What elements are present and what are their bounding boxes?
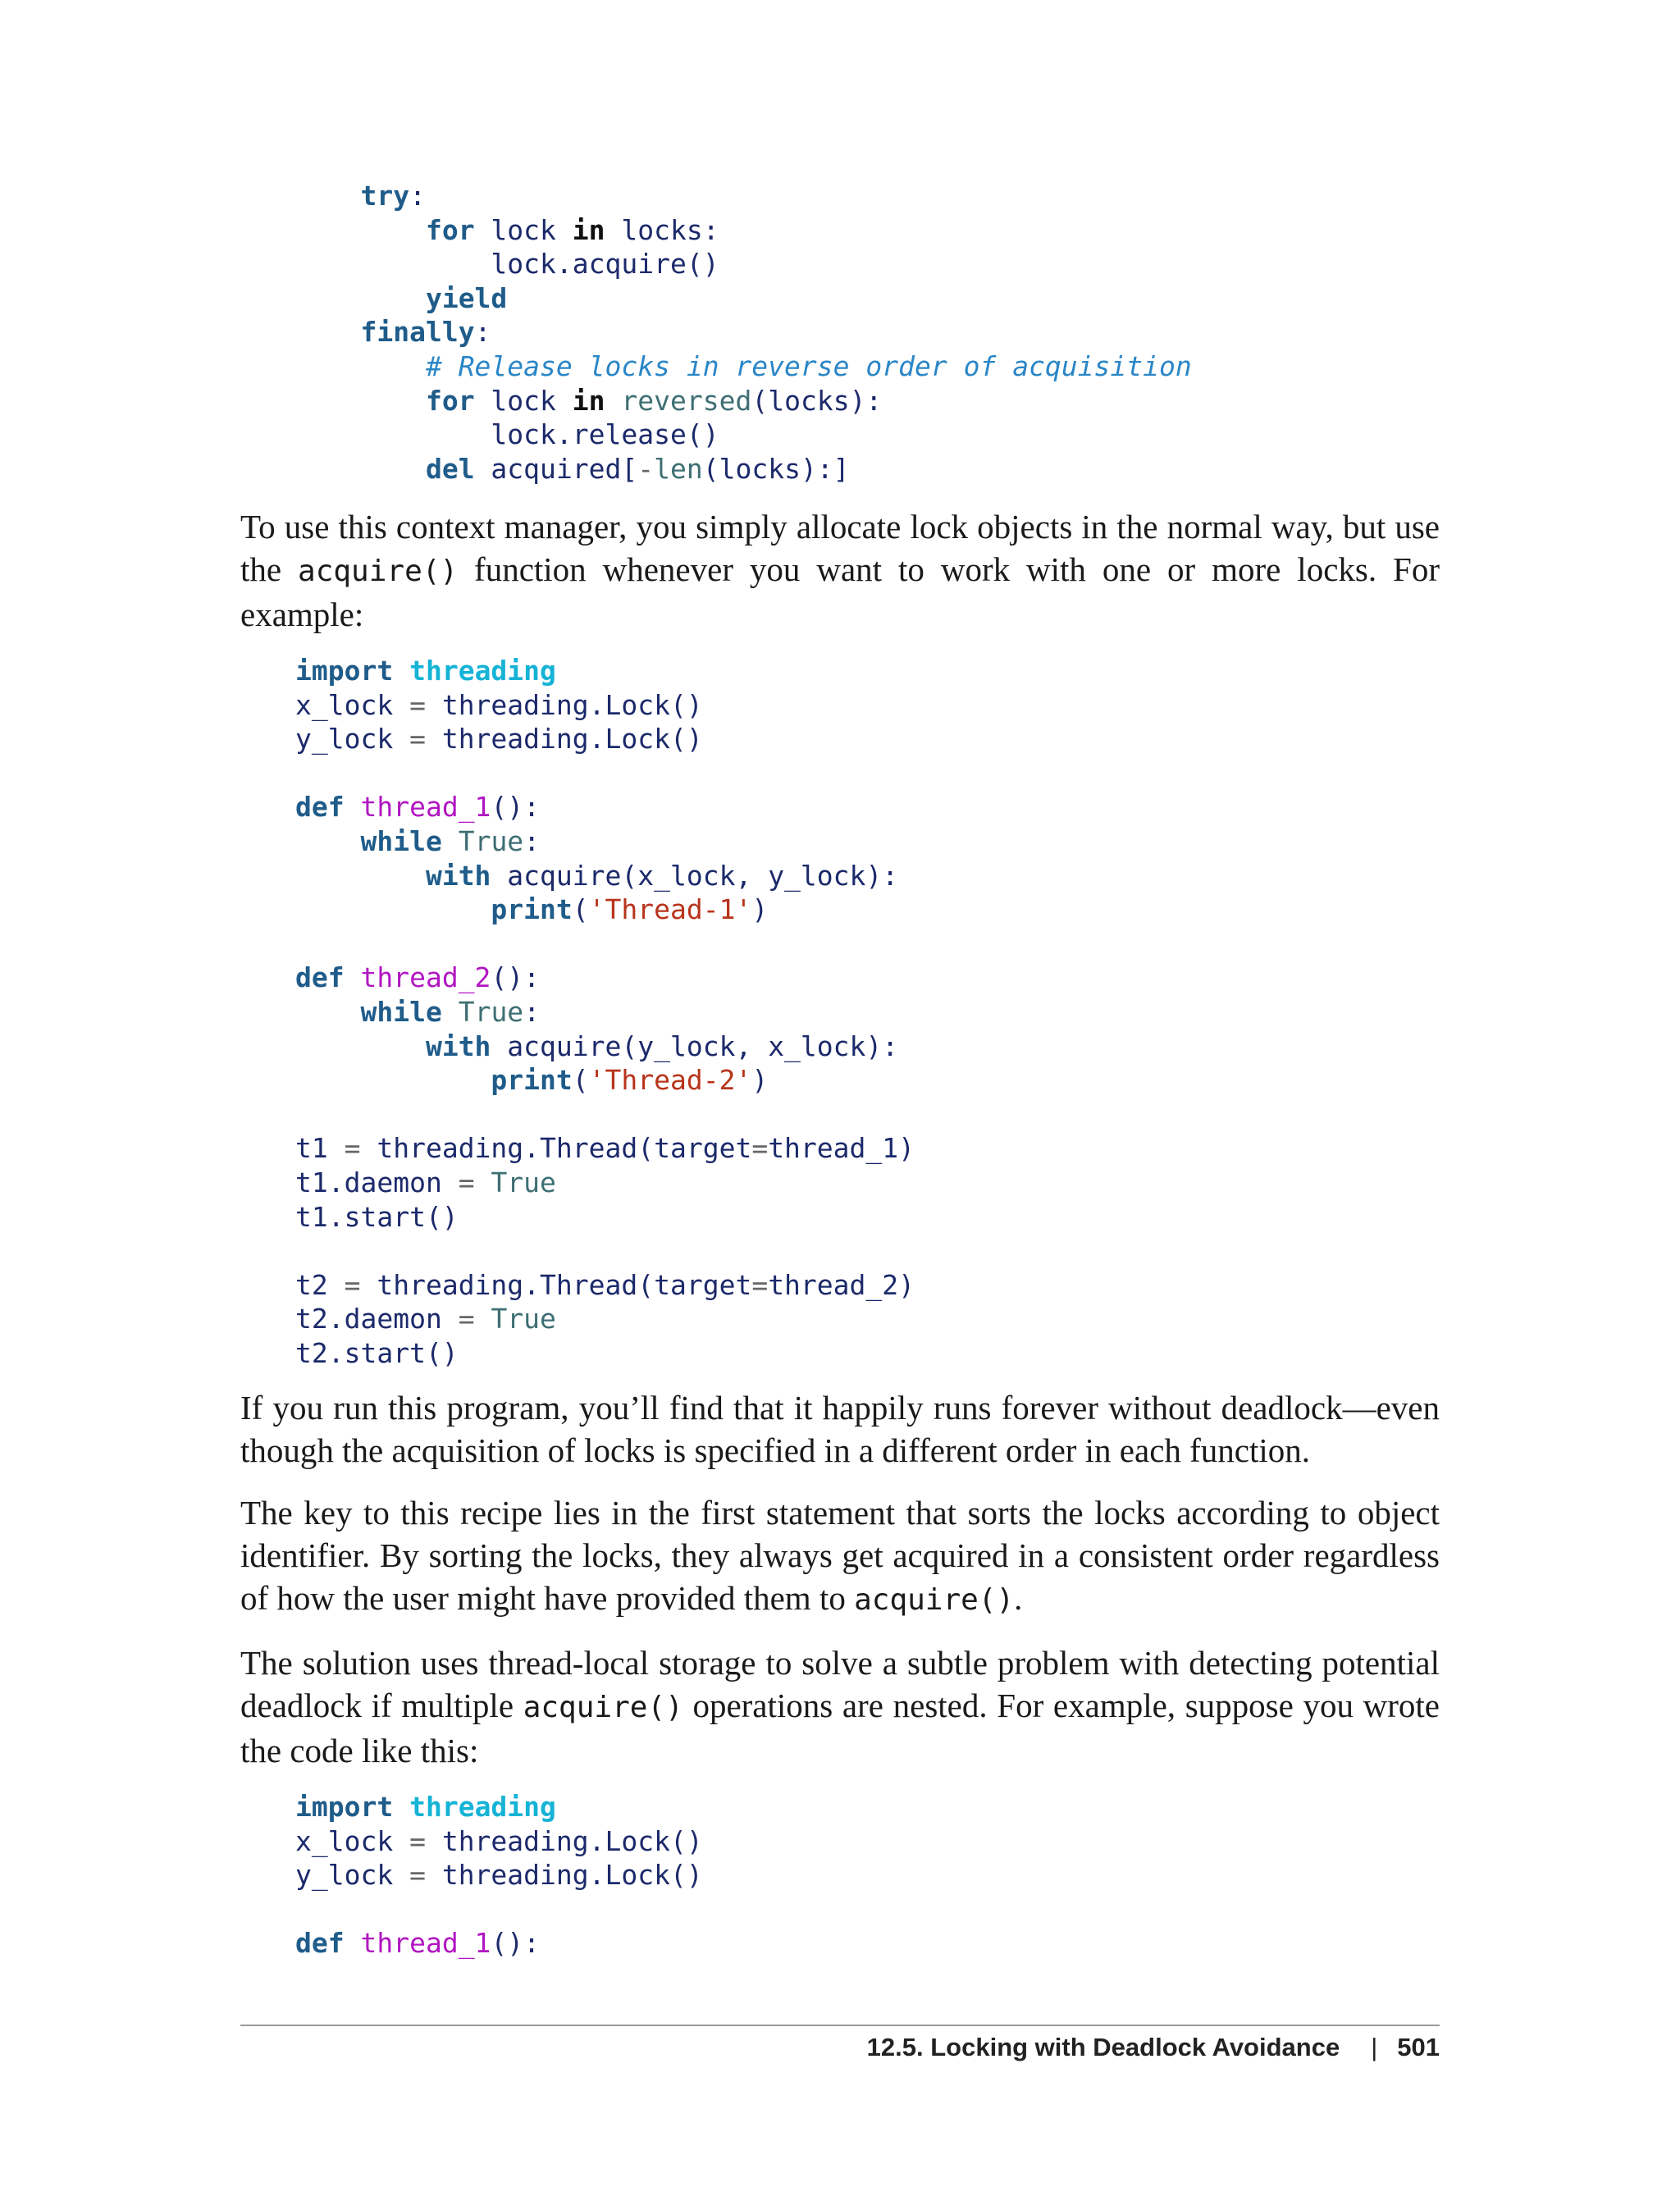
code-line xyxy=(295,927,915,961)
footer-section-title: 12.5. Locking with Deadlock Avoidance xyxy=(866,2033,1340,2061)
code-line: lock.acquire() xyxy=(295,248,719,281)
code-line xyxy=(295,1098,915,1132)
paragraph-runs-forever: If you run this program, you’ll find that it happily runs forever without deadlock—even though the acquisition of locks is specified in a different order in each function. xyxy=(240,1389,1440,1469)
code-line: t1 = threading.Thread(target=thread_1) xyxy=(295,1132,915,1165)
code-line: while True: xyxy=(360,824,541,857)
page-number: 501 xyxy=(1397,2033,1440,2061)
code-line: def thread_2(): xyxy=(295,961,541,994)
code-line: yield xyxy=(425,281,508,314)
code-line: x_lock = threading.Lock() xyxy=(295,1824,703,1857)
code-line: def thread_1(): xyxy=(295,791,541,824)
code-line: y_lock = threading.Lock() xyxy=(295,1859,703,1892)
code-line: t2 = threading.Thread(target=thread_2) xyxy=(295,1268,915,1301)
code-line: import threading xyxy=(295,655,556,687)
paragraph-key-to-recipe: The key to this recipe lies in the first statement that sorts the locks according to object identifier. By sorting the locks, they always get acquired in a consistent order regardless of how the user might have provided them to acquire(). xyxy=(240,1494,1440,1617)
code-line: t2.start() xyxy=(295,1336,459,1369)
code-line: try: xyxy=(360,180,426,212)
inline-code-acquire: acquire() xyxy=(298,555,459,588)
code-line xyxy=(295,1892,703,1927)
code-line: with acquire(y_lock, x_lock): xyxy=(425,1029,899,1062)
footer-separator: | xyxy=(1371,2033,1378,2061)
code-line: print('Thread-2') xyxy=(491,1064,769,1097)
code-line: x_lock = threading.Lock() xyxy=(295,688,703,721)
code-line: # Release locks in reverse order of acquisition xyxy=(425,349,1192,382)
code-line: finally: xyxy=(360,316,491,349)
inline-code-acquire: acquire() xyxy=(523,1691,683,1724)
code-line: def thread_1(): xyxy=(295,1927,541,1960)
code-block-example-threads xyxy=(295,654,915,1370)
code-line: lock.release() xyxy=(295,418,719,451)
footer-divider xyxy=(240,2025,1440,2026)
code-line: with acquire(x_lock, y_lock): xyxy=(425,859,899,892)
code-line xyxy=(295,1234,915,1268)
code-line: import threading xyxy=(295,1791,556,1823)
paragraph-context-manager-usage: To use this context manager, you simply allocate lock objects in the normal way, but use the acquire() function whenever you want to work with one or more locks. For example: xyxy=(240,508,1440,633)
code-line: t1.start() xyxy=(295,1200,459,1233)
page-footer xyxy=(867,2033,1440,2062)
inline-code-acquire: acquire() xyxy=(854,1583,1015,1617)
code-line: for lock in locks: xyxy=(425,213,719,246)
paragraph-thread-local-storage: The solution uses thread-local storage to solve a subtle problem with detecting potential deadlock if multiple acquire() operations are nested. For example, suppose you wrote the code like this: xyxy=(240,1644,1440,1769)
code-line: t2.daemon = True xyxy=(295,1303,556,1335)
code-line: for lock in reversed(locks): xyxy=(425,384,883,417)
code-line: while True: xyxy=(360,995,541,1028)
code-line: t1.daemon = True xyxy=(295,1166,556,1198)
code-block-context-manager xyxy=(295,179,1192,486)
code-line xyxy=(295,756,915,791)
code-line: y_lock = threading.Lock() xyxy=(295,723,703,756)
code-line: print('Thread-1') xyxy=(491,893,769,926)
code-line: del acquired[-len(locks):] xyxy=(425,452,850,485)
code-block-nested-example xyxy=(295,1790,703,1961)
